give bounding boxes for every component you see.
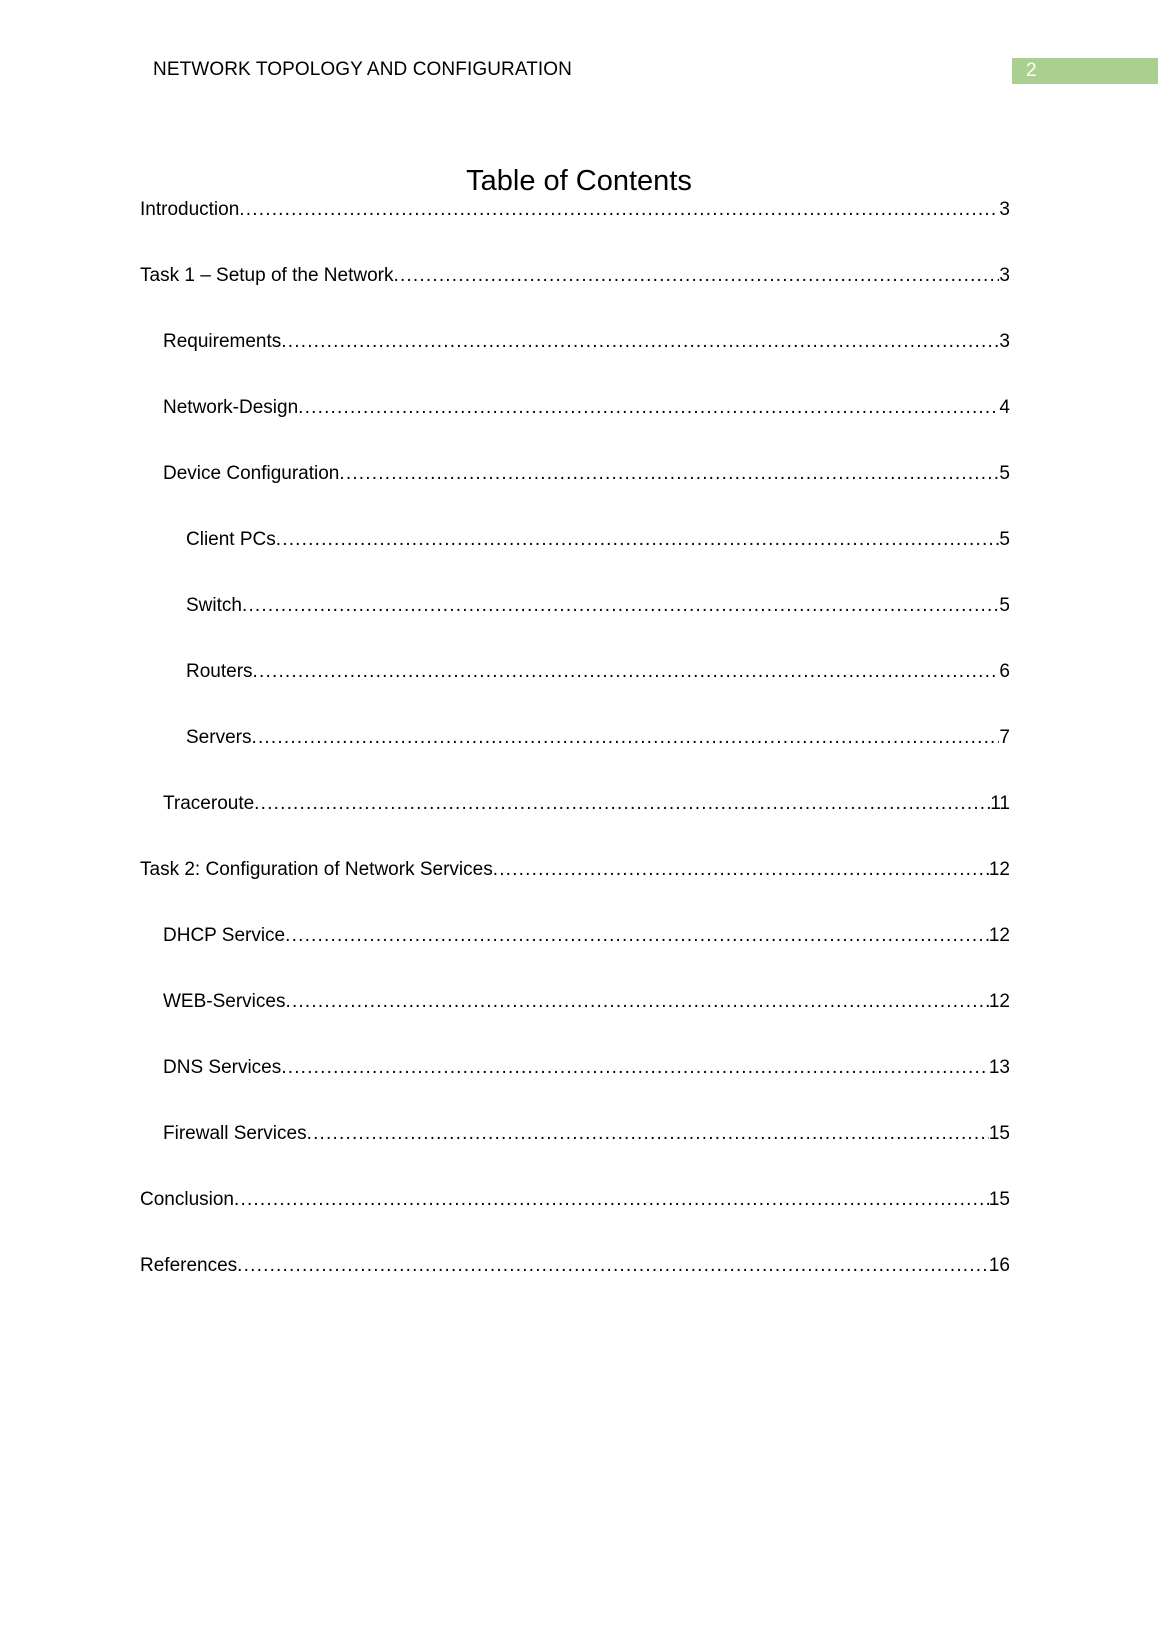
toc-entry-label: Task 2: Configuration of Network Services [140,859,493,880]
toc-dot-leader [307,1121,989,1147]
page-number-badge: 2 [1012,58,1158,84]
toc-dot-leader [285,923,989,949]
toc-entry-client-pcs[interactable] [186,527,1010,553]
toc-entry-page: 12 [988,925,1010,946]
toc-entry-page: 7 [999,727,1010,748]
toc-entry-task-1[interactable] [140,263,1010,289]
toc-entry-page: 12 [988,859,1010,880]
toc-entry-page: 15 [988,1189,1010,1210]
toc-dot-leader [281,329,999,355]
toc-entry-introduction[interactable] [140,197,1010,223]
toc-entry-switch[interactable] [186,593,1010,619]
toc-dot-leader [254,791,990,817]
toc-entry-servers[interactable] [186,725,1010,751]
toc-dot-leader [493,857,989,883]
toc-entry-references[interactable] [140,1253,1010,1279]
toc-entry-page: 4 [999,397,1010,418]
toc-entry-dns-services[interactable] [163,1055,1010,1081]
toc-dot-leader [298,395,999,421]
toc-entry-page: 3 [999,265,1010,286]
toc-entry-label: Traceroute [163,793,255,814]
toc-entry-web-services[interactable] [163,989,1010,1015]
toc-entry-label: Conclusion [140,1189,234,1210]
toc-entry-firewall-services[interactable] [163,1121,1010,1147]
toc-entry-label: WEB-Services [163,991,286,1012]
toc-entry-label: Firewall Services [163,1123,307,1144]
toc-entry-page: 5 [999,463,1010,484]
toc-entry-dhcp-service[interactable] [163,923,1010,949]
toc-entry-label: Client PCs [186,529,276,550]
toc-entry-page: 15 [988,1123,1010,1144]
toc-dot-leader [393,263,999,289]
toc-entry-label: Switch [186,595,242,616]
toc-entry-label: References [140,1255,238,1276]
toc-dot-leader [239,197,999,223]
toc-entry-page: 5 [999,595,1010,616]
toc-entry-label: Task 1 – Setup of the Network [140,265,394,286]
toc-entry-network-design[interactable] [163,395,1010,421]
toc-entry-page: 13 [988,1057,1010,1078]
toc-entry-page: 5 [999,529,1010,550]
toc-entry-page: 3 [999,331,1010,352]
toc-entry-page: 12 [988,991,1010,1012]
toc-entry-label: Routers [186,661,253,682]
toc-entry-label: DHCP Service [163,925,286,946]
toc-entry-label: Servers [186,727,252,748]
toc-title: Table of Contents [466,165,692,197]
toc-dot-leader [339,461,999,487]
toc-dot-leader [251,725,999,751]
toc-dot-leader [285,989,988,1015]
toc-entry-device-configuration[interactable] [163,461,1010,487]
toc-entry-routers[interactable] [186,659,1010,685]
toc-dot-leader [234,1187,989,1213]
toc-dot-leader [276,527,1000,553]
toc-dot-leader [237,1253,989,1279]
toc-entry-page: 16 [988,1255,1010,1276]
toc-dot-leader [281,1055,989,1081]
toc-entry-page: 3 [999,199,1010,220]
toc-entry-label: Introduction [140,199,240,220]
toc-entry-label: DNS Services [163,1057,282,1078]
toc-entry-traceroute[interactable] [163,791,1010,817]
toc-entry-page: 6 [999,661,1010,682]
running-header-title: NETWORK TOPOLOGY AND CONFIGURATION [153,59,572,80]
toc-entry-label: Network-Design [163,397,299,418]
toc-dot-leader [253,659,1000,685]
toc-dot-leader [242,593,999,619]
toc-entry-label: Requirements [163,331,282,352]
toc-entry-requirements[interactable] [163,329,1010,355]
toc-entry-label: Device Configuration [163,463,340,484]
toc-entry-page: 11 [990,793,1010,814]
toc-entry-conclusion[interactable] [140,1187,1010,1213]
toc-entry-task-2[interactable] [140,857,1010,883]
